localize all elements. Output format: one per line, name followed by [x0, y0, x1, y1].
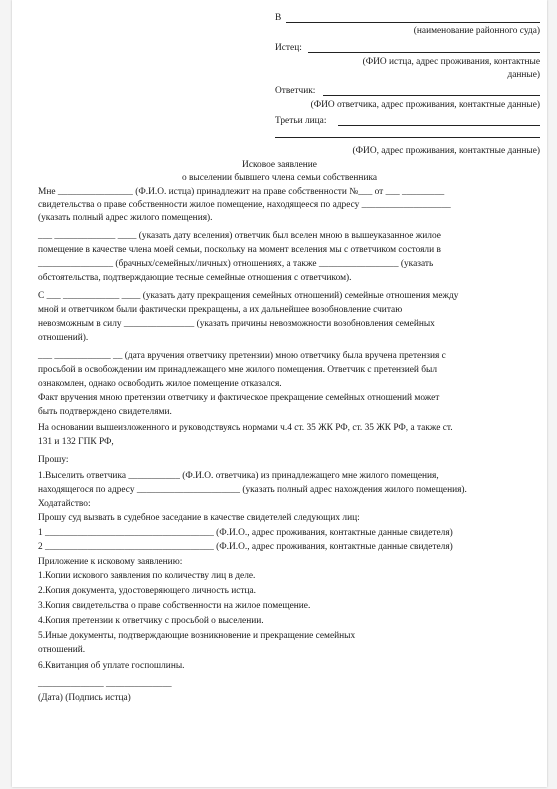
body-line: находящегося по адресу ______________________ (указать полный адрес нахождения жилого помещения). — [38, 485, 467, 495]
body-line: На основании вышеизложенного и руководствуясь нормами ч.4 ст. 35 ЖК РФ, ст. 35 ЖК РФ, а также ст. — [38, 423, 453, 433]
body-line: отношений). — [38, 333, 89, 343]
body-line: обстоятельства, подтверждающие тесные семейные отношения с ответчиком). — [38, 273, 352, 283]
body-line: Факт вручения мною претензии ответчику и фактическое прекращение семейных отношений может — [38, 393, 440, 403]
court-to-label: В — [275, 13, 282, 23]
document-subtitle: о выселении бывшего члена семьи собственника — [181, 173, 378, 183]
body-line: ___ _____________ ____ (указать дату вселения) ответчик был вселен мною в вышеуказанное жилое — [38, 231, 441, 241]
body-line: ___ ____________ __ (дата вручения ответчику претензии) мною ответчику была вручена претензия с — [38, 351, 446, 361]
third-parties-line-2 — [275, 137, 540, 138]
body-line: мной и ответчиком были фактически прекращены, а их дальнейшее возобновление считаю — [38, 305, 403, 315]
plaintiff-label: Истец: — [275, 43, 302, 53]
body-line: просьбой в освобождении им принадлежащего мне жилого помещения. Ответчик с претензией был — [38, 365, 438, 375]
third-parties-line — [338, 125, 540, 126]
attachment-item: 2.Копия документа, удостоверяющего личность истца. — [38, 586, 256, 596]
third-parties-label: Третьи лица: — [275, 116, 327, 126]
body-line: ________________ (брачных/семейных/личных) отношениях, а также _________________ (указать — [38, 259, 434, 269]
defendant-label: Ответчик: — [275, 86, 316, 96]
attachment-item: 5.Иные документы, подтверждающие возникновение и прекращение семейных — [38, 631, 356, 641]
body-line: Прошу суд вызвать в судебное заседание в качестве свидетелей следующих лиц: — [38, 513, 360, 523]
body-line: помещение в качестве члена моей семьи, поскольку на момент вселения мы с ответчиком состояли в — [38, 245, 441, 255]
plaintiff-caption-cont: данные) — [507, 70, 540, 80]
petition-heading: Ходатайство: — [38, 499, 91, 509]
attachment-item: 6.Квитанция об уплате госпошлины. — [38, 661, 185, 671]
witness-line: 2 ____________________________________ (Ф.И.О., адрес проживания, контактные данные свидетеля) — [38, 542, 453, 552]
court-line — [286, 22, 540, 23]
witness-line: 1 ____________________________________ (Ф.И.О., адрес проживания, контактные данные свидетеля) — [38, 528, 453, 538]
defendant-caption: (ФИО ответчика, адрес проживания, контактные данные) — [310, 100, 540, 110]
document-page — [12, 0, 547, 787]
defendant-line — [323, 95, 540, 96]
request-heading: Прошу: — [38, 455, 69, 465]
body-line: быть подтверждено свидетелями. — [38, 407, 172, 417]
attachment-item: 4.Копия претензии к ответчику с просьбой о выселении. — [38, 616, 264, 626]
body-line: 131 и 132 ГПК РФ, — [38, 437, 114, 447]
body-line: 1.Выселить ответчика ___________ (Ф.И.О. ответчика) из принадлежащего мне жилого помещения, — [38, 471, 439, 481]
body-line: невозможным в силу _______________ (указать причины невозможности возобновления семейных — [38, 319, 435, 329]
third-parties-caption: (ФИО, адрес проживания, контактные данные) — [352, 146, 540, 156]
plaintiff-caption: (ФИО истца, адрес проживания, контактные — [362, 57, 540, 67]
body-line: (указать полный адрес жилого помещения). — [38, 213, 213, 223]
body-line: свидетельства о праве собственности жилое помещение, находящееся по адресу ___________________ — [38, 200, 451, 210]
plaintiff-line — [308, 52, 540, 53]
attachments-heading: Приложение к исковому заявлению: — [38, 557, 183, 567]
signature-lines: ______________ ______________ — [38, 679, 172, 689]
attachment-item: 3.Копия свидетельства о праве собственности на жилое помещение. — [38, 601, 311, 611]
attachment-item: 1.Копии искового заявления по количеству лиц в деле. — [38, 571, 256, 581]
document-title: Исковое заявление — [242, 160, 317, 170]
body-line: ознакомлен, однако освободить жилое помещение отказался. — [38, 379, 282, 389]
body-line: С ___ ____________ ____ (указать дату прекращения семейных отношений) семейные отношения между — [38, 291, 459, 301]
signature-caption: (Дата) (Подпись истца) — [38, 693, 131, 703]
court-caption: (наименование районного суда) — [413, 26, 540, 36]
attachment-item-cont: отношений. — [38, 645, 86, 655]
body-line: Мне ________________ (Ф.И.О. истца) принадлежит на праве собственности №___ от ___ _________ — [38, 187, 445, 197]
